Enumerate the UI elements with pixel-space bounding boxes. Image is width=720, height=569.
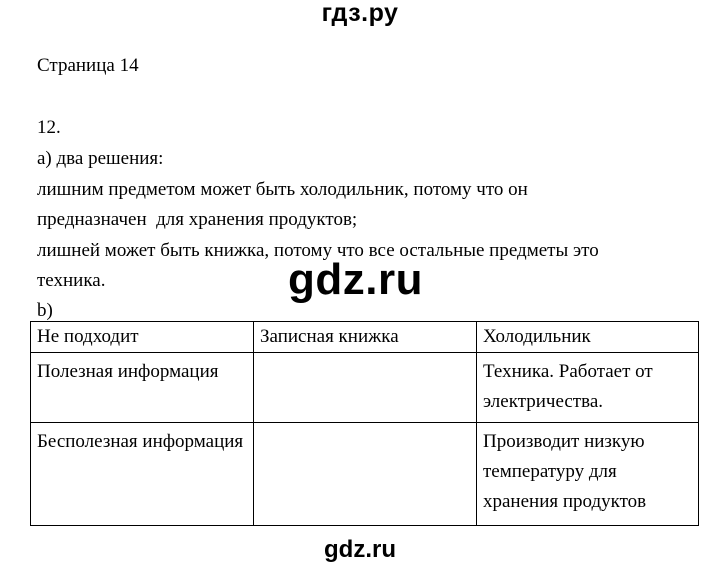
table-header-cell — [477, 322, 699, 353]
row1-col3: Техника. Работает от электричества. — [483, 361, 653, 412]
table-row — [31, 423, 699, 526]
table-cell — [254, 353, 477, 423]
header-not-fit: Не подходит — [37, 326, 139, 347]
table-cell — [477, 353, 699, 423]
table-header-row — [31, 322, 699, 353]
table-cell — [477, 423, 699, 526]
answer-line-4: техника. — [37, 270, 106, 291]
header-fridge: Холодильник — [483, 326, 591, 347]
table-row — [31, 353, 699, 423]
row2-col1: Бесполезная информация — [37, 431, 244, 452]
table-header-cell — [254, 322, 477, 353]
table-header-cell — [31, 322, 254, 353]
answer-line-3: лишней может быть книжка, потому что все остальные предметы это — [37, 240, 599, 261]
answer-line-2: предназначен для хранения продуктов; — [37, 209, 358, 230]
table-cell — [31, 423, 254, 526]
watermark-middle: gdz.ru — [288, 255, 423, 304]
table-cell — [254, 423, 477, 526]
table-cell — [31, 353, 254, 423]
part-a-label: а) два решения: — [37, 148, 164, 169]
watermark-bottom: gdz.ru — [324, 536, 396, 563]
row1-col1: Полезная информация — [37, 361, 219, 382]
site-header: гдз.ру — [321, 0, 399, 27]
page-title: Страница 14 — [37, 55, 139, 76]
row2-col3: Производит низкую температуру для хранения продуктов — [483, 431, 647, 512]
header-notebook: Записная книжка — [260, 326, 399, 347]
exercise-number: 12. — [37, 117, 61, 138]
answer-table — [30, 321, 699, 526]
answer-line-1: лишним предметом может быть холодильник, потому что он — [37, 179, 528, 200]
part-b-label: b) — [37, 300, 53, 321]
